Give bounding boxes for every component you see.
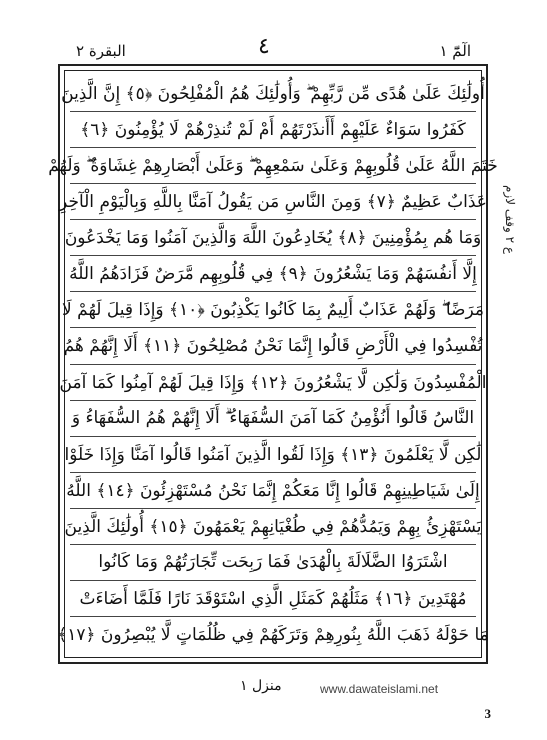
quran-text-block xyxy=(48,76,498,652)
text-line: لَٰكِن لَّا يَعْلَمُونَ ﴿١٣﴾ وَإِذَا لَقُوا الَّذِينَ آمَنُوا قَالُوا آمَنَّا وَإِذَا خَلَوْا xyxy=(70,437,476,473)
text-line: أُولَٰئِكَ عَلَىٰ هُدًى مِّن رَّبِّهِمْ ۖ وَأُولَٰئِكَ هُمُ الْمُفْلِحُونَ ﴿٥﴾ إِنَّ الَّذِينَ xyxy=(70,76,476,112)
surah-name-header: البقرة ٢ xyxy=(76,42,126,60)
text-line: تُفْسِدُوا فِي الْأَرْضِ قَالُوا إِنَّمَا نَحْنُ مُصْلِحُونَ ﴿١١﴾ أَلَا إِنَّهُمْ هُمُ xyxy=(70,328,476,364)
text-line: يَسْتَهْزِئُ بِهِمْ وَيَمُدُّهُمْ فِي طُغْيَانِهِمْ يَعْمَهُونَ ﴿١٥﴾ أُولَٰئِكَ الَّذِينَ xyxy=(70,509,476,545)
page-number: 3 xyxy=(484,706,491,721)
text-line: مَرَضًا ۖ وَلَهُمْ عَذَابٌ أَلِيمٌ بِمَا كَانُوا يَكْذِبُونَ ﴿١٠﴾ وَإِذَا قِيلَ لَهُمْ لَا xyxy=(70,292,476,328)
text-line: إِلَىٰ شَيَاطِينِهِمْ قَالُوا إِنَّا مَعَكُمْ إِنَّمَا نَحْنُ مُسْتَهْزِئُونَ ﴿١٤﴾ اللَّهُ xyxy=(70,473,476,509)
text-line: النَّاسُ قَالُوا أَنُؤْمِنُ كَمَا آمَنَ السُّفَهَاءُ ۗ أَلَا إِنَّهُمْ هُمُ السُّفَهَاءُ وَ xyxy=(70,401,476,437)
website-url: www.dawateislami.net xyxy=(320,682,439,696)
text-line: مُهْتَدِينَ ﴿١٦﴾ مَثَلُهُمْ كَمَثَلِ الَّذِي اسْتَوْقَدَ نَارًا فَلَمَّا أَضَاءَتْ xyxy=(70,581,476,617)
text-line: مَا حَوْلَهُ ذَهَبَ اللَّهُ بِنُورِهِمْ وَتَرَكَهُمْ فِي ظُلُمَاتٍ لَّا يُبْصِرُونَ ﴿١٧﴾ xyxy=(57,624,489,645)
text-line: عَذَابٌ عَظِيمٌ ﴿٧﴾ وَمِنَ النَّاسِ مَن يَقُولُ آمَنَّا بِاللَّهِ وَبِالْيَوْمِ الْآخِرِ xyxy=(70,184,476,220)
page-juz-number: ٤ xyxy=(258,34,270,59)
text-line: اشْتَرَوُا الضَّلَالَةَ بِالْهُدَىٰ فَمَا رَبِحَت تِّجَارَتُهُمْ وَمَا كَانُوا xyxy=(70,545,476,581)
manzil-label: منزل ١ xyxy=(240,678,282,694)
text-line: الْمُفْسِدُونَ وَلَٰكِن لَّا يَشْعُرُونَ ﴿١٢﴾ وَإِذَا قِيلَ لَهُمْ آمِنُوا كَمَا آمَنَ xyxy=(70,365,476,401)
juz-name-header: الٓمّٓ ١ xyxy=(439,42,471,60)
text-line: وَمَا هُم بِمُؤْمِنِينَ ﴿٨﴾ يُخَادِعُونَ اللَّهَ وَالَّذِينَ آمَنُوا وَمَا يَخْدَعُونَ xyxy=(70,220,476,256)
text-line: خَتَمَ اللَّهُ عَلَىٰ قُلُوبِهِمْ وَعَلَىٰ سَمْعِهِمْ ۖ وَعَلَىٰ أَبْصَارِهِمْ غِشَاوَةٌ ۖ وَلَهُمْ xyxy=(70,148,476,184)
text-line: إِلَّا أَنفُسَهُمْ وَمَا يَشْعُرُونَ ﴿٩﴾ فِي قُلُوبِهِم مَّرَضٌ فَزَادَهُمُ اللَّهُ xyxy=(70,256,476,292)
text-line: كَفَرُوا سَوَاءٌ عَلَيْهِمْ أَأَنذَرْتَهُمْ أَمْ لَمْ تُنذِرْهُمْ لَا يُؤْمِنُونَ ﴿٦﴾ xyxy=(70,112,476,148)
ruku-margin-note: ع ٢ وقف لازم xyxy=(503,185,517,255)
